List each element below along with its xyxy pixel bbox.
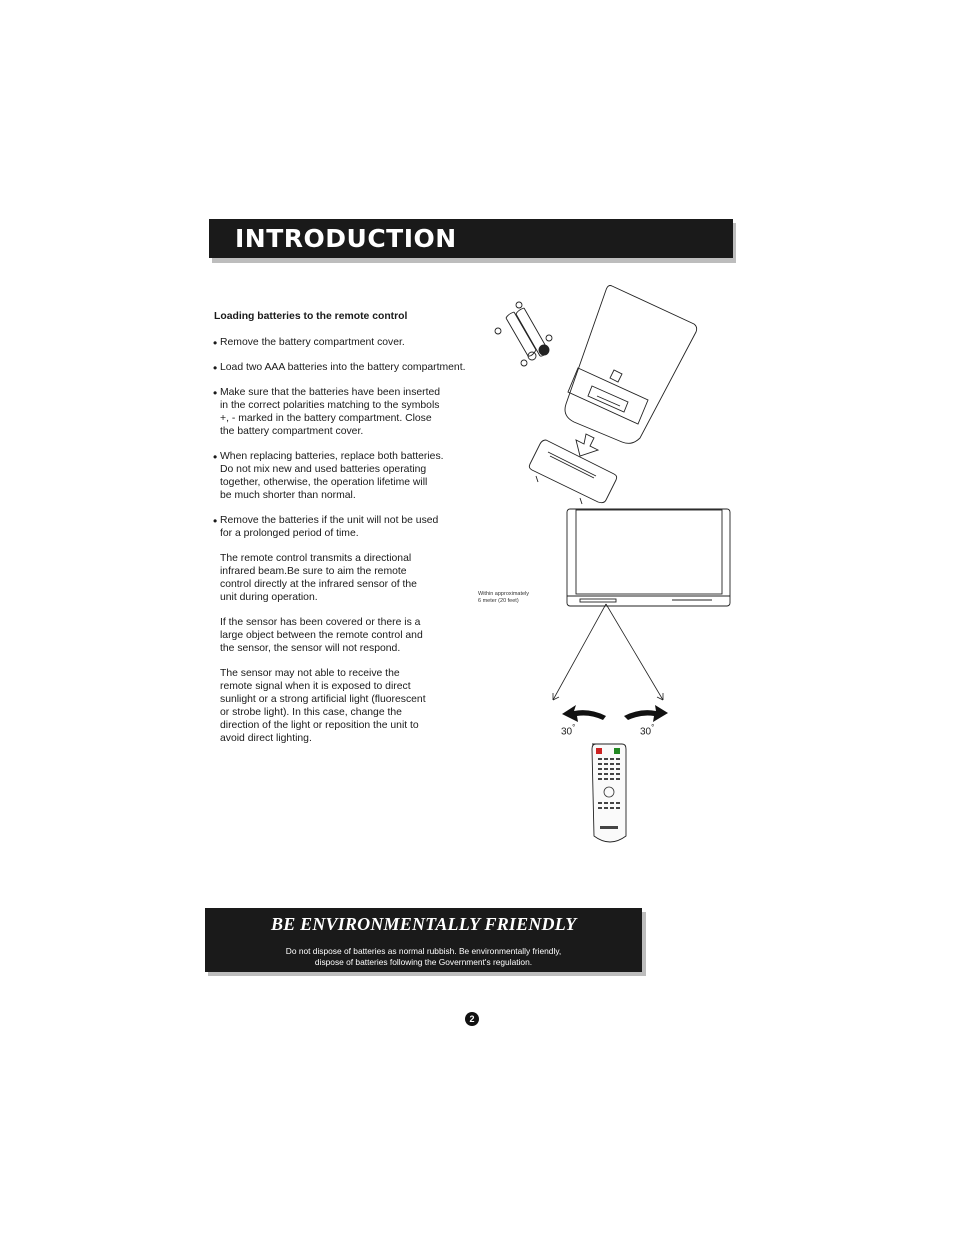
angle-label-left [561,723,575,737]
range-note-line: 6 meter (20 feet) [478,598,519,604]
bullet-item [214,336,484,349]
degree-symbol: ° [651,723,655,732]
bullet-line: together, otherwise, the operation lifetime will [220,477,428,488]
remote-battery-illustration [470,280,760,860]
bullet-item [214,386,484,438]
bullet-line: Load two AAA batteries into the battery compartment. [220,362,466,373]
paragraph [214,667,484,745]
paragraph-line: remote signal when it is exposed to direct [220,681,411,692]
paragraph-line: infrared beam.Be sure to aim the remote [220,566,407,577]
paragraph-line: avoid direct lighting. [220,733,312,744]
bullet-dot-icon: • [213,336,218,350]
remote-front-icon [592,744,626,842]
paragraph-line: or strobe light). In this case, change the [220,707,402,718]
paragraph [214,552,484,604]
page-number: 2 [465,1012,479,1026]
bullet-line: in the correct polarities matching to the symbols [220,400,440,411]
page-title: INTRODUCTION [235,224,457,253]
paragraph-line: the sensor, the sensor will not respond. [220,643,401,654]
angle-label-right [640,723,654,737]
arrow-down-icon [576,434,598,456]
eco-text-line: Do not dispose of batteries as normal rubbish. Be environmentally friendly, [285,946,562,956]
curved-arrow-left-icon [562,705,606,722]
paragraph-line: direction of the light or reposition the unit to [220,720,419,731]
bullet-item [214,450,484,502]
angle-value: 30 [561,726,573,738]
paragraph-line: unit during operation. [220,592,318,603]
eco-text [205,946,642,968]
ir-range-lines [553,604,663,700]
paragraph-line: The remote control transmits a directional [220,553,412,564]
paragraph-line: large object between the remote control and [220,630,423,641]
curved-arrow-right-icon [624,705,668,722]
battery-cover-icon [529,440,616,504]
bullet-line: Make sure that the batteries have been inserted [220,387,441,398]
section-title: Loading batteries to the remote control [214,311,408,322]
paragraph-line: The sensor may not able to receive the [220,668,400,679]
bullet-line: for a prolonged period of time. [220,528,359,539]
bullet-item [214,361,484,374]
eco-title: BE ENVIRONMENTALLY FRIENDLY [271,914,577,934]
paragraph-line: If the sensor has been covered or there is a [220,617,421,628]
bullet-dot-icon: • [213,361,218,375]
paragraph-line: sunlight or a strong artificial light (fluorescent [220,694,426,705]
range-note [478,591,529,605]
bullet-dot-icon: • [213,514,218,528]
angle-value: 30 [640,726,652,738]
range-note-line: Within approximately [478,591,530,597]
bullet-dot-icon: • [213,450,218,464]
section-header [209,219,733,258]
player-unit-icon [567,509,730,606]
bullet-line: When replacing batteries, replace both batteries. [220,451,444,462]
paragraph [214,616,484,655]
bullet-item [214,514,484,540]
bullet-line: Remove the batteries if the unit will not be used [220,515,439,526]
battery-icon [495,302,552,366]
bullet-line: the battery compartment cover. [220,426,364,437]
bullet-dot-icon: • [213,386,218,400]
remote-back-icon [565,286,697,444]
bullet-line: be much shorter than normal. [220,490,356,501]
degree-symbol: ° [572,723,576,732]
paragraph-line: control directly at the infrared sensor of the [220,579,417,590]
eco-notice-box [205,908,642,972]
instructions-column [214,310,484,757]
bullet-line: Remove the battery compartment cover. [220,337,405,348]
eco-text-line: dispose of batteries following the Government's regulation. [314,957,533,967]
bullet-line: Do not mix new and used batteries operating [220,464,427,475]
bullet-line: +, - marked in the battery compartment. Close [220,413,432,424]
